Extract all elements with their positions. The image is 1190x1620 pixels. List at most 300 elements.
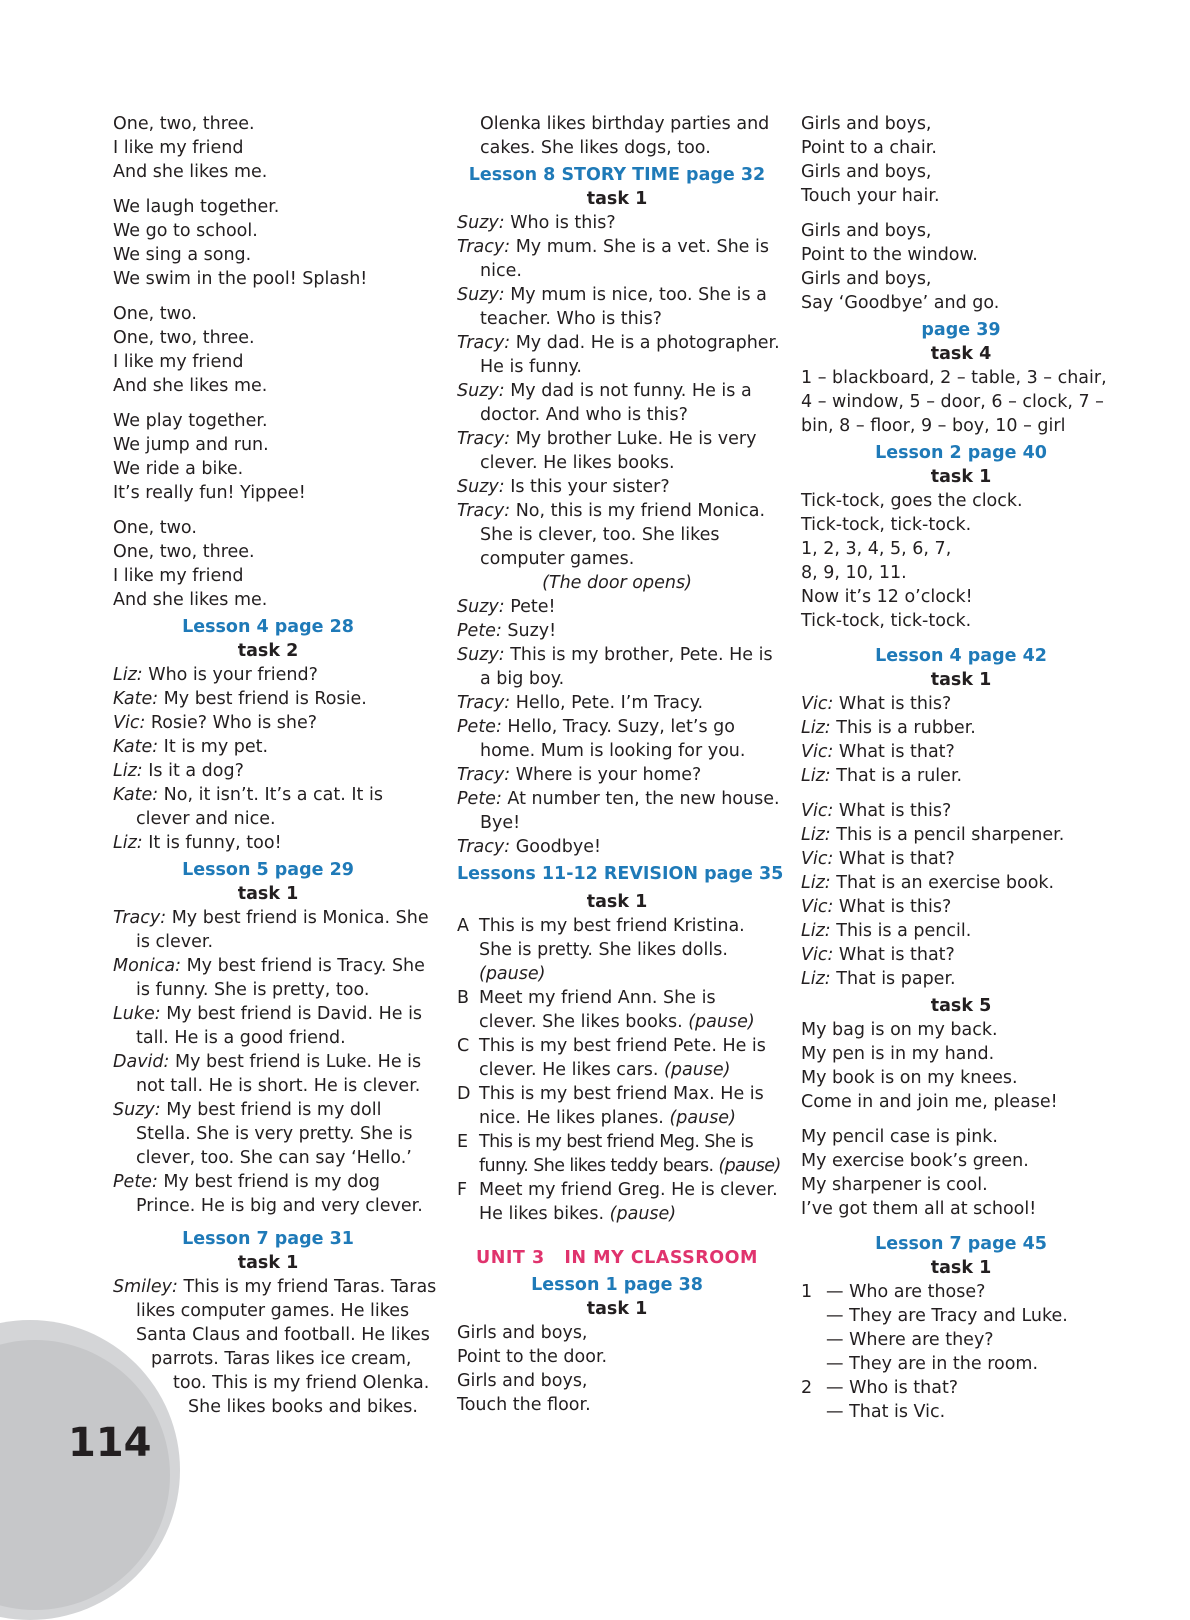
song-line: We ride a bike. — [113, 459, 244, 479]
dialogue-line — [457, 739, 777, 763]
dialogue-line — [457, 427, 777, 451]
dialogue-line — [113, 1170, 423, 1194]
dialogue-line — [113, 735, 423, 759]
dialogue-line — [801, 967, 1121, 991]
dialogue-line — [457, 643, 777, 667]
task-label: task 4 — [930, 344, 992, 364]
item-number: 1 — [801, 1282, 813, 1302]
song-line: And she likes me. — [113, 376, 268, 396]
song-verse-5 — [113, 516, 423, 612]
item-letter: E — [457, 1132, 468, 1152]
lesson-heading: Lesson 4 page 42 — [875, 646, 1047, 666]
speech: No, this is my friend Monica. — [510, 501, 766, 521]
speech: Bye! — [480, 813, 521, 833]
song-line: My sharpener is cool. — [801, 1175, 988, 1195]
task-label: task 1 — [930, 670, 992, 690]
song-line: Girls and boys, — [457, 1323, 588, 1343]
dialogue-line — [457, 547, 777, 571]
speaker: Kate: — [113, 689, 159, 709]
song-line: I like my friend — [113, 566, 244, 586]
speaker: David: — [113, 1052, 170, 1072]
lesson-heading: Lesson 4 page 28 — [182, 617, 354, 637]
song-line: I’ve got them all at school! — [801, 1199, 1037, 1219]
dialogue-line: likes computer games. He likes — [136, 1301, 410, 1321]
speech: clever, too. She can say ‘Hello.’ — [136, 1148, 412, 1168]
speech: My mum. She is a vet. She is — [510, 237, 769, 257]
speech: Prince. He is big and very clever. — [136, 1196, 423, 1216]
item-letter: C — [457, 1036, 470, 1056]
song-line: We go to school. — [113, 221, 258, 241]
speech: My best friend is Tracy. She — [181, 956, 425, 976]
speaker: Tracy: — [457, 837, 511, 857]
dialogue-line — [113, 930, 423, 954]
speech: Where is your home? — [510, 765, 702, 785]
speaker: Liz: — [801, 921, 831, 941]
speech: What is that? — [833, 945, 955, 965]
speaker: Monica: — [113, 956, 182, 976]
speaker: Pete: — [457, 789, 502, 809]
speaker: Vic: — [113, 713, 146, 733]
speech: It is my pet. — [158, 737, 269, 757]
numbered-dialogue — [801, 1280, 1121, 1424]
revision-item — [457, 1082, 777, 1130]
speaker: Liz: — [113, 761, 143, 781]
dialogue-line — [113, 1026, 423, 1050]
numbered-line — [801, 1400, 1121, 1424]
column-left — [113, 112, 437, 1419]
speech: clever. He likes books. — [480, 453, 675, 473]
speech: This is my brother, Pete. He is — [504, 645, 773, 665]
song-line: 1, 2, 3, 4, 5, 6, 7, — [801, 539, 952, 559]
item-text: — Who is that? — [826, 1378, 959, 1398]
item-text: — That is Vic. — [826, 1402, 946, 1422]
song-line: Tick-tock, goes the clock. — [801, 491, 1023, 511]
item-text: clever. She likes books. — [479, 1012, 689, 1032]
numbered-line — [801, 1280, 1121, 1304]
task-label: task 1 — [237, 884, 299, 904]
speech: Suzy! — [501, 621, 557, 641]
song-line: It’s really fun! Yippee! — [113, 483, 306, 503]
speech: This is a rubber. — [830, 718, 976, 738]
item-number — [801, 1328, 826, 1352]
speech: It is funny, too! — [142, 833, 282, 853]
dialogue-line — [801, 799, 1121, 823]
song-line: Say ‘Goodbye’ and go. — [801, 293, 1000, 313]
lesson-heading: Lesson 8 STORY TIME page 32 — [468, 165, 766, 185]
song-verse-3 — [113, 302, 423, 398]
dialogue-line — [457, 811, 777, 835]
revision-item — [457, 1034, 777, 1082]
dialogue-line — [801, 919, 1121, 943]
dialogue-line: She likes books and bikes. — [188, 1397, 418, 1417]
song-line: One, two. — [113, 304, 197, 324]
speech: home. Mum is looking for you. — [480, 741, 746, 761]
pause-label: (pause) — [664, 1060, 731, 1080]
lesson-heading: Lesson 2 page 40 — [875, 443, 1047, 463]
pause-label: (pause) — [609, 1204, 677, 1224]
dialogue-line — [457, 355, 777, 379]
speaker: Smiley: — [113, 1277, 178, 1297]
numbered-line — [801, 1304, 1121, 1328]
song-line: We play together. — [113, 411, 268, 431]
speaker: Tracy: — [457, 693, 511, 713]
dialogue-line — [801, 764, 1121, 788]
speaker: Vic: — [801, 801, 834, 821]
speech: is funny. She is pretty, too. — [136, 980, 370, 1000]
dialogue-line — [113, 1275, 437, 1299]
dialogue-line — [457, 283, 777, 307]
text-line: Olenka likes birthday parties and — [480, 114, 770, 134]
song-line: We sing a song. — [113, 245, 252, 265]
song-line: Girls and boys, — [801, 269, 932, 289]
unit-heading: UNIT 3 IN MY CLASSROOM — [476, 1248, 758, 1268]
song-line: Point to the window. — [801, 245, 978, 265]
song-line: And she likes me. — [113, 590, 268, 610]
speaker: Vic: — [801, 945, 834, 965]
speaker: Vic: — [801, 897, 834, 917]
dialogue-line — [457, 211, 777, 235]
speech: That is a ruler. — [830, 766, 963, 786]
song-line: Tick-tock, tick-tock. — [801, 515, 972, 535]
speech: tall. He is a good friend. — [136, 1028, 346, 1048]
speaker: Liz: — [801, 766, 831, 786]
task-label: task 1 — [586, 1299, 648, 1319]
dialogue-line — [113, 807, 423, 831]
lesson-heading: Lesson 1 page 38 — [531, 1275, 703, 1295]
song-line: Now it’s 12 o’clock! — [801, 587, 973, 607]
speech: Stella. She is very pretty. She is — [136, 1124, 413, 1144]
dialogue-line — [457, 763, 777, 787]
item-text: Meet my friend Ann. She is — [479, 988, 716, 1008]
speaker: Pete: — [113, 1172, 158, 1192]
speaker: Suzy: — [457, 213, 505, 233]
dialogue-line — [113, 783, 423, 807]
dialogue-line — [113, 687, 423, 711]
dialogue-line — [801, 740, 1121, 764]
song-line: I like my friend — [113, 138, 244, 158]
dialogue-line — [113, 1074, 423, 1098]
item-text: This is my best friend Meg. She is — [479, 1132, 754, 1152]
song-line: Girls and boys, — [457, 1371, 588, 1391]
speech: That is an exercise book. — [830, 873, 1055, 893]
pause-label: (pause) — [688, 1012, 755, 1032]
item-letter: F — [457, 1180, 468, 1200]
song-line: We swim in the pool! Splash! — [113, 269, 368, 289]
speech: Is this your sister? — [504, 477, 670, 497]
dialogue-line — [801, 823, 1121, 847]
task-label: task 1 — [586, 892, 648, 912]
dialogue-line — [113, 711, 423, 735]
item-number — [801, 1304, 826, 1328]
speech: teacher. Who is this? — [480, 309, 662, 329]
speech: She is clever, too. She likes — [480, 525, 720, 545]
speech: This is my friend Taras. Taras — [177, 1277, 437, 1297]
song-line: Girls and boys, — [801, 162, 932, 182]
speaker: Tracy: — [457, 429, 511, 449]
song-line: Point to the door. — [457, 1347, 608, 1367]
item-text: nice. He likes planes. — [479, 1108, 670, 1128]
speech: My dad is not funny. He is a — [504, 381, 752, 401]
speech: My best friend is my doll — [160, 1100, 382, 1120]
speech: My mum is nice, too. She is a — [504, 285, 767, 305]
pause-label: (pause) — [669, 1108, 736, 1128]
speech: This is a pencil sharpener. — [830, 825, 1065, 845]
speech: My best friend is David. He is — [160, 1004, 423, 1024]
dialogue-line — [457, 451, 777, 475]
task-label: task 1 — [930, 1258, 992, 1278]
speaker: Suzy: — [457, 381, 505, 401]
item-letter: A — [457, 916, 469, 936]
dialogue-line — [457, 331, 780, 355]
revision-item — [457, 914, 777, 986]
speech: clever and nice. — [136, 809, 276, 829]
speaker: Liz: — [801, 969, 831, 989]
speaker: Liz: — [801, 825, 831, 845]
dialogue-line — [113, 1194, 423, 1218]
speech: Who is this? — [504, 213, 616, 233]
column-right — [801, 112, 1121, 1424]
speech: My best friend is Luke. He is — [169, 1052, 422, 1072]
song-line: One, two, three. — [113, 328, 255, 348]
item-text: She is pretty. She likes dolls. — [479, 940, 728, 960]
song-line: One, two, three. — [113, 542, 255, 562]
dialogue — [801, 692, 1121, 788]
song-line: And she likes me. — [113, 162, 268, 182]
song-line: One, two, three. — [113, 114, 255, 134]
speech: This is a pencil. — [830, 921, 972, 941]
item-text: — They are in the room. — [826, 1354, 1039, 1374]
speech: My brother Luke. He is very — [510, 429, 757, 449]
dialogue-line — [457, 475, 777, 499]
dialogue — [113, 663, 423, 855]
stage-direction: (The door opens) — [542, 573, 692, 593]
dialogue-line: Santa Claus and football. He likes — [136, 1325, 430, 1345]
speech: Rosie? Who is she? — [145, 713, 318, 733]
revision-item — [457, 986, 777, 1034]
speech: a big boy. — [480, 669, 565, 689]
dialogue-line — [801, 692, 1121, 716]
dialogue-line — [457, 595, 777, 619]
revision-list — [457, 914, 781, 1226]
song-verse-1 — [113, 112, 423, 184]
speech: My dad. He is a photographer. — [510, 333, 780, 353]
song-line: My exercise book’s green. — [801, 1151, 1029, 1171]
song-line: My bag is on my back. — [801, 1020, 998, 1040]
song-line: We laugh together. — [113, 197, 280, 217]
dialogue-line — [801, 895, 1121, 919]
speaker: Tracy: — [457, 237, 511, 257]
song-verse-4 — [113, 409, 423, 505]
item-text: Meet my friend Greg. He is clever. — [479, 1180, 778, 1200]
speech: Is it a dog? — [142, 761, 244, 781]
task-label: task 1 — [237, 1253, 299, 1273]
lesson-heading: Lessons 11-12 REVISION page 35 — [457, 864, 784, 884]
answer-line: 4 – window, 5 – door, 6 – clock, 7 – — [801, 392, 1104, 412]
dialogue — [801, 799, 1121, 991]
speaker: Liz: — [113, 833, 143, 853]
dialogue — [457, 595, 780, 859]
speaker: Vic: — [801, 849, 834, 869]
speech: doctor. And who is this? — [480, 405, 688, 425]
speech: Hello, Tracy. Suzy, let’s go — [501, 717, 735, 737]
speaker: Suzy: — [457, 477, 505, 497]
dialogue-line — [801, 871, 1121, 895]
numbered-line — [801, 1376, 1121, 1400]
revision-item — [457, 1178, 777, 1226]
speaker: Kate: — [113, 737, 159, 757]
revision-item — [457, 1130, 781, 1178]
speech: What is that? — [833, 742, 955, 762]
dialogue — [113, 906, 429, 1218]
speaker: Luke: — [113, 1004, 161, 1024]
speaker: Kate: — [113, 785, 159, 805]
lesson-heading: page 39 — [921, 320, 1001, 340]
answer-line: bin, 8 – floor, 9 – boy, 10 – girl — [801, 416, 1066, 436]
dialogue-line — [113, 954, 423, 978]
song-line: 8, 9, 10, 11. — [801, 563, 907, 583]
speech: My best friend is my dog — [157, 1172, 381, 1192]
speech: What is this? — [833, 801, 952, 821]
dialogue-line — [457, 499, 777, 523]
speech: Pete! — [504, 597, 556, 617]
text-line: cakes. She likes dogs, too. — [480, 138, 711, 158]
speaker: Tracy: — [457, 501, 511, 521]
dialogue-line — [113, 1098, 423, 1122]
song-verse-2 — [113, 195, 423, 291]
speech: No, it isn’t. It’s a cat. It is — [158, 785, 383, 805]
speaker: Liz: — [801, 873, 831, 893]
song-line: We jump and run. — [113, 435, 269, 455]
dialogue-line — [113, 663, 423, 687]
pause-label: (pause) — [718, 1156, 781, 1176]
speech: Goodbye! — [510, 837, 602, 857]
dialogue-line — [113, 1146, 423, 1170]
speaker: Suzy: — [457, 285, 505, 305]
dialogue-line — [113, 1002, 423, 1026]
lesson-heading: Lesson 7 page 31 — [182, 1229, 354, 1249]
speech: That is paper. — [830, 969, 956, 989]
speech: computer games. — [480, 549, 635, 569]
item-text: This is my best friend Kristina. — [479, 916, 745, 936]
item-number — [801, 1352, 826, 1376]
dialogue-line: too. This is my friend Olenka. — [173, 1373, 430, 1393]
dialogue-line — [457, 835, 777, 859]
speech: He is funny. — [480, 357, 582, 377]
dialogue-line — [457, 379, 777, 403]
task-label: task 5 — [930, 996, 992, 1016]
dialogue-line — [801, 847, 1121, 871]
speaker: Suzy: — [457, 645, 505, 665]
song-line: Come in and join me, please! — [801, 1092, 1058, 1112]
answer-line: 1 – blackboard, 2 – table, 3 – chair, — [801, 368, 1107, 388]
item-text: He likes bikes. — [479, 1204, 610, 1224]
item-number — [801, 1400, 826, 1424]
dialogue-line — [457, 403, 777, 427]
numbered-line — [801, 1352, 1121, 1376]
dialogue-line — [457, 787, 780, 811]
item-text: — Where are they? — [826, 1330, 994, 1350]
speech: nice. — [480, 261, 522, 281]
item-number: 2 — [801, 1378, 813, 1398]
dialogue-line — [457, 259, 777, 283]
page-number: 114 — [68, 1420, 152, 1466]
item-text: This is my best friend Pete. He is — [479, 1036, 766, 1056]
song-line: My pen is in my hand. — [801, 1044, 995, 1064]
song-line: Point to a chair. — [801, 138, 937, 158]
dialogue-line — [457, 715, 777, 739]
dialogue-line — [457, 691, 777, 715]
smiley-paragraph — [113, 1275, 437, 1419]
speech: What is that? — [833, 849, 955, 869]
dialogue-line — [113, 1122, 423, 1146]
task-label: task 1 — [930, 467, 992, 487]
speaker: Vic: — [801, 742, 834, 762]
item-text: — Who are those? — [826, 1282, 986, 1302]
song-line: Girls and boys, — [801, 114, 932, 134]
dialogue-line — [457, 667, 777, 691]
dialogue-line — [113, 831, 423, 855]
dialogue-line — [457, 523, 777, 547]
speaker: Tracy: — [457, 333, 511, 353]
item-text: This is my best friend Max. He is — [479, 1084, 764, 1104]
song-line: Tick-tock, tick-tock. — [801, 611, 972, 631]
task-label: task 1 — [586, 189, 648, 209]
song-line: Touch the floor. — [457, 1395, 591, 1415]
lesson-heading: Lesson 5 page 29 — [182, 860, 354, 880]
song-line: One, two. — [113, 518, 197, 538]
song-line: My book is on my knees. — [801, 1068, 1018, 1088]
song-line: Girls and boys, — [801, 221, 932, 241]
dialogue-line — [113, 759, 423, 783]
item-text: clever. He likes cars. — [479, 1060, 665, 1080]
dialogue-line — [801, 716, 1121, 740]
dialogue-line — [113, 978, 423, 1002]
song-line: My pencil case is pink. — [801, 1127, 998, 1147]
dialogue — [457, 211, 780, 571]
song-line: I like my friend — [113, 352, 244, 372]
song-line: Touch your hair. — [801, 186, 940, 206]
item-text: — They are Tracy and Luke. — [826, 1306, 1068, 1326]
speech: My best friend is Monica. She — [166, 908, 429, 928]
speech: At number ten, the new house. — [501, 789, 780, 809]
dialogue-line — [801, 943, 1121, 967]
speaker: Pete: — [457, 621, 502, 641]
speech: My best friend is Rosie. — [158, 689, 367, 709]
dialogue-line — [457, 235, 777, 259]
item-letter: B — [457, 988, 470, 1008]
speaker: Suzy: — [457, 597, 505, 617]
column-middle — [457, 112, 784, 1417]
speaker: Tracy: — [113, 908, 167, 928]
item-text: funny. She likes teddy bears. — [479, 1156, 719, 1176]
lesson-heading: Lesson 7 page 45 — [875, 1234, 1047, 1254]
speech: is clever. — [136, 932, 214, 952]
numbered-line — [801, 1328, 1121, 1352]
dialogue-line — [457, 619, 777, 643]
dialogue-line — [113, 1050, 423, 1074]
item-letter: D — [457, 1084, 471, 1104]
speaker: Vic: — [801, 694, 834, 714]
pause-label: (pause) — [479, 964, 546, 984]
speech: What is this? — [833, 694, 952, 714]
dialogue-line: parrots. Taras likes ice cream, — [151, 1349, 412, 1369]
speaker: Tracy: — [457, 765, 511, 785]
speech: not tall. He is short. He is clever. — [136, 1076, 421, 1096]
speaker: Pete: — [457, 717, 502, 737]
speech: Hello, Pete. I’m Tracy. — [510, 693, 704, 713]
speech: What is this? — [833, 897, 952, 917]
speaker: Liz: — [801, 718, 831, 738]
